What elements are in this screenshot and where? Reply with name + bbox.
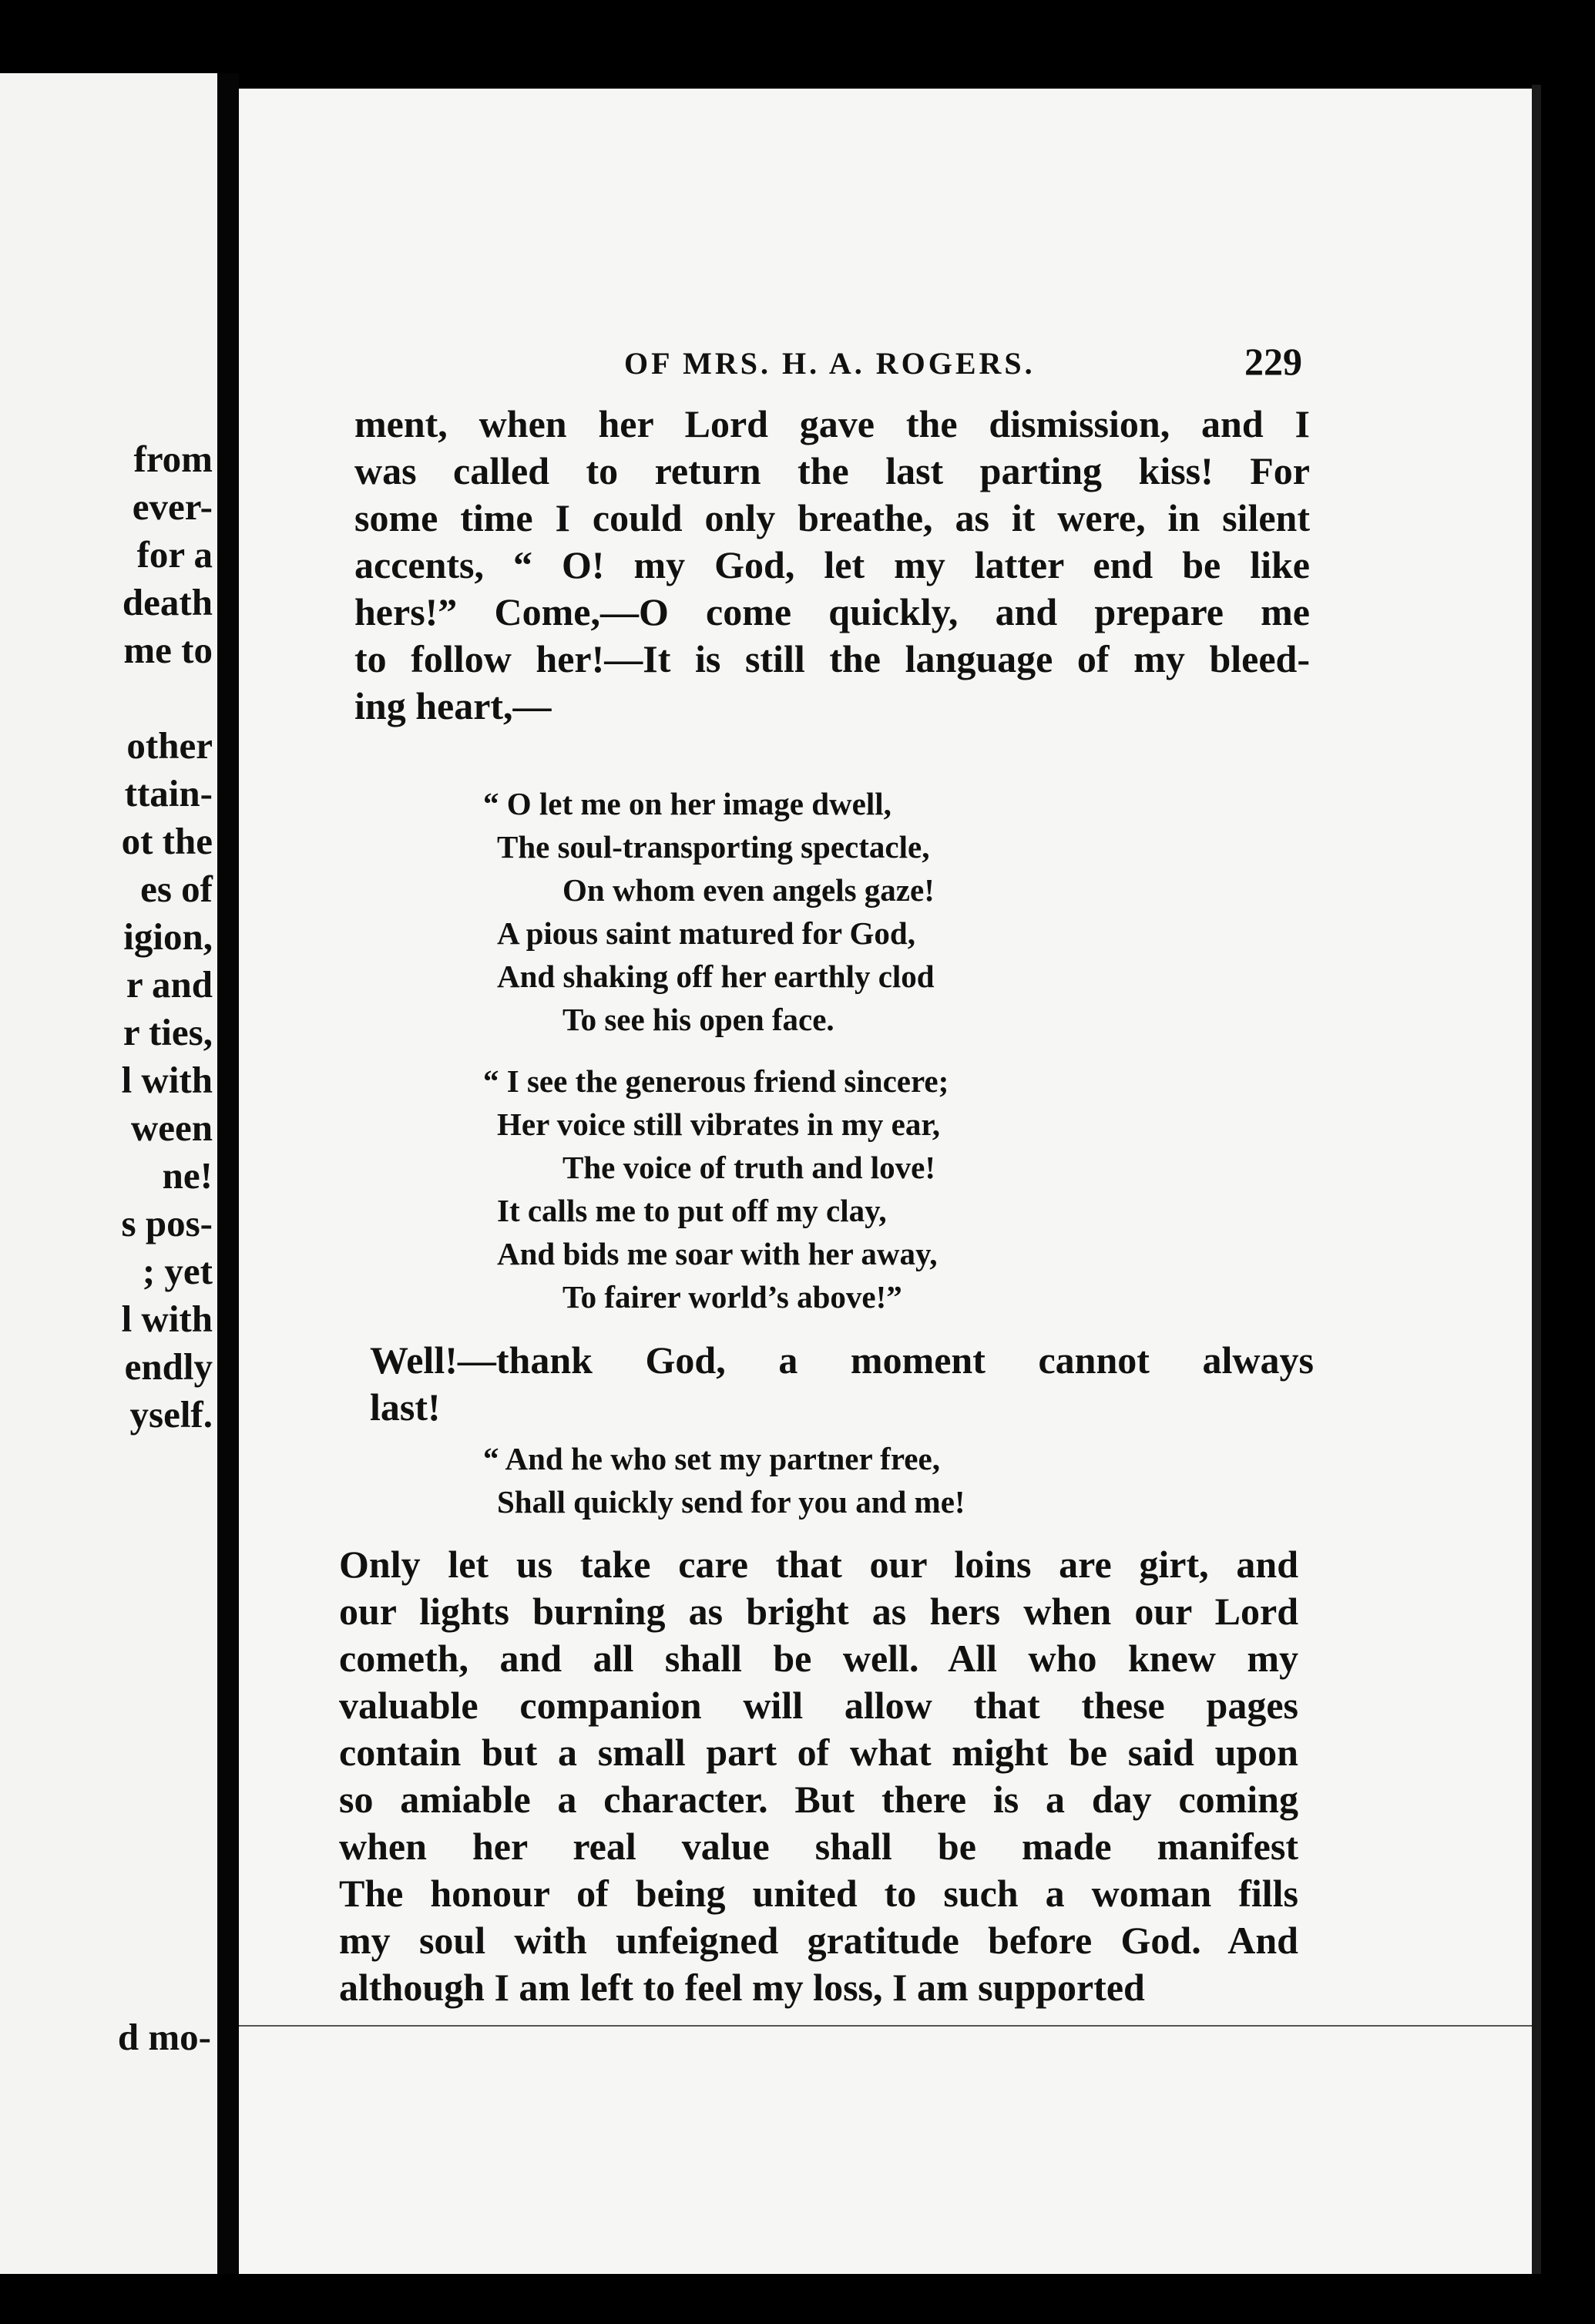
left-fragment-line: r and bbox=[126, 963, 213, 1006]
verse-line: To fairer world’s above!” bbox=[562, 1279, 902, 1315]
left-fragment-line: endly bbox=[124, 1345, 213, 1388]
left-page-last-fragment: d mo- bbox=[117, 2016, 211, 2058]
text-line: our lights burning as bright as hers when our Lord bbox=[339, 1590, 1298, 1633]
poem-stanza-1 bbox=[483, 782, 935, 1041]
left-fragment-line: l with bbox=[121, 1059, 213, 1101]
text-line: my soul with unfeigned gratitude before God. And bbox=[339, 1919, 1298, 1962]
paragraph-3 bbox=[339, 1541, 1298, 2011]
left-fragment-line: ; yet bbox=[142, 1250, 213, 1292]
left-fragment-line: other bbox=[126, 724, 213, 767]
left-fragment-line: death bbox=[122, 581, 213, 623]
left-fragment-line: ever- bbox=[132, 485, 213, 528]
text-line: accents, “ O! my God, let my latter end be like bbox=[354, 543, 1310, 586]
page-header bbox=[239, 339, 1541, 393]
verse-line: To see his open face. bbox=[562, 1002, 834, 1037]
left-fragment-line: me to bbox=[123, 629, 213, 671]
verse-line: Shall quickly send for you and me! bbox=[497, 1484, 965, 1520]
verse-line: Her voice still vibrates in my ear, bbox=[497, 1107, 941, 1142]
left-fragment-line: ttain- bbox=[124, 772, 213, 814]
text-line: to follow her!—It is still the language of my bleed- bbox=[354, 637, 1310, 680]
verse-line: “ I see the generous friend sincere; bbox=[483, 1063, 949, 1099]
left-fragment-line: ne! bbox=[162, 1154, 213, 1197]
poem-couplet bbox=[483, 1437, 965, 1523]
text-line: hers!” Come,—O come quickly, and prepare me bbox=[354, 590, 1310, 633]
book-gutter bbox=[217, 73, 239, 2274]
page-edge-shadow bbox=[1532, 85, 1541, 2274]
text-line: Only let us take care that our loins are girt, and bbox=[339, 1543, 1298, 1586]
text-line: last! bbox=[370, 1385, 441, 1429]
text-line: The honour of being united to such a woman fills bbox=[339, 1872, 1298, 1915]
main-page bbox=[239, 89, 1541, 2274]
left-fragment-line: ween bbox=[130, 1107, 213, 1149]
left-fragment-line: s pos- bbox=[121, 1202, 213, 1244]
left-fragment-line: for a bbox=[136, 533, 213, 576]
verse-line: “ O let me on her image dwell, bbox=[483, 786, 892, 821]
text-line: ing heart,— bbox=[354, 684, 552, 727]
verse-line: And bids me soar with her away, bbox=[497, 1236, 938, 1271]
poem-stanza-2 bbox=[483, 1060, 949, 1318]
text-line: cometh, and all shall be well. All who knew my bbox=[339, 1637, 1298, 1680]
verse-line: The soul-transporting spectacle, bbox=[497, 829, 930, 865]
left-fragment-line: es of bbox=[140, 868, 213, 910]
left-fragment-line bbox=[122, 674, 213, 722]
running-head: OF MRS. H. A. ROGERS. bbox=[624, 346, 1036, 381]
left-fragment-line: l with bbox=[121, 1298, 213, 1340]
verse-line: The voice of truth and love! bbox=[562, 1150, 935, 1185]
verse-line: It calls me to put off my clay, bbox=[497, 1193, 887, 1228]
left-fragment-line: r ties, bbox=[123, 1011, 213, 1053]
text-line: when her real value shall be made manifest bbox=[339, 1825, 1298, 1868]
paragraph-2 bbox=[370, 1337, 1314, 1431]
left-page-text-fragments bbox=[122, 435, 213, 1439]
verse-line: A pious saint matured for God, bbox=[497, 915, 915, 951]
text-line: contain but a small part of what might be said upon bbox=[339, 1731, 1298, 1774]
left-facing-page bbox=[0, 73, 217, 2274]
text-line: valuable companion will allow that these pages bbox=[339, 1684, 1298, 1727]
verse-line: And shaking off her earthly clod bbox=[497, 959, 935, 994]
left-fragment-line: yself. bbox=[129, 1393, 213, 1436]
text-line: although I am left to feel my loss, I am supported bbox=[339, 1966, 1145, 2009]
text-line: some time I could only breathe, as it were, in silent bbox=[354, 496, 1310, 539]
text-line: Well!—thank God, a moment cannot always bbox=[370, 1338, 1314, 1382]
paragraph-1 bbox=[354, 401, 1310, 730]
text-line: ment, when her Lord gave the dismission, and I bbox=[354, 402, 1310, 445]
left-fragment-line: ot the bbox=[121, 820, 213, 862]
text-line: was called to return the last parting kiss! For bbox=[354, 449, 1310, 492]
left-fragment-line: from bbox=[133, 438, 213, 480]
page-number: 229 bbox=[1244, 340, 1302, 383]
verse-line: On whom even angels gaze! bbox=[562, 872, 935, 908]
verse-line: “ And he who set my partner free, bbox=[483, 1441, 940, 1476]
text-line: so amiable a character. But there is a day coming bbox=[339, 1778, 1298, 1821]
bottom-rule bbox=[239, 2025, 1541, 2027]
left-fragment-line: igion, bbox=[123, 915, 213, 958]
